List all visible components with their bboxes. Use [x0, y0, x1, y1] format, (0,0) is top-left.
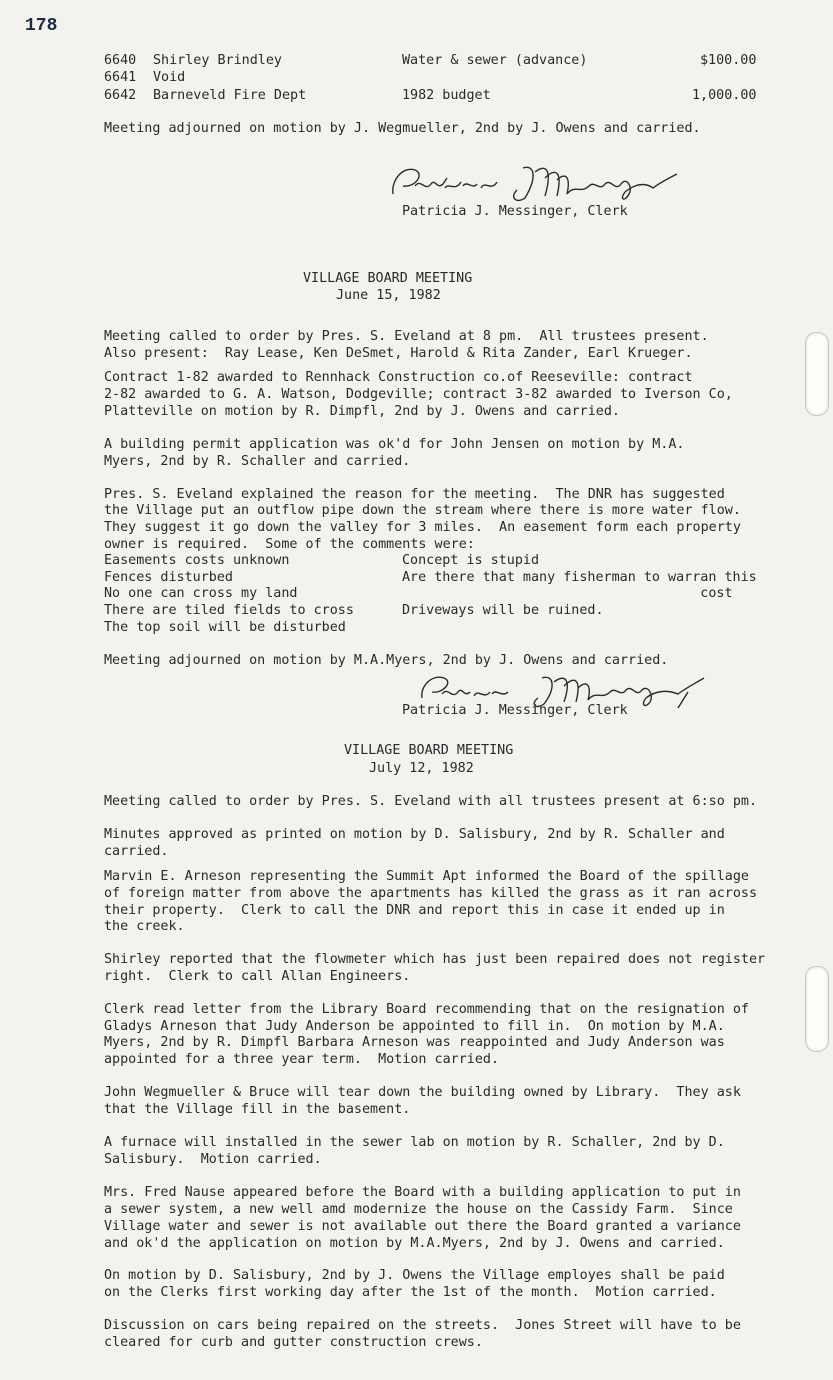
comment-right: Driveways will be ruined. [402, 603, 604, 618]
comment-right: Are there that many fisherman to warran this [402, 570, 757, 585]
paragraph-line: 2-82 awarded to G. A. Watson, Dodgeville; contract 3-82 awarded to Iverson Co, [104, 387, 733, 402]
meeting-date: July 12, 1982 [369, 761, 474, 776]
binder-hole [805, 966, 829, 1052]
clerk-name: Patricia J. Messinger, Clerk [402, 204, 628, 219]
paragraph-line: Contract 1-82 awarded to Rennhack Construction co.of Reeseville: contract [104, 370, 693, 385]
meeting-title: VILLAGE BOARD MEETING [303, 271, 473, 286]
paragraph-line: Marvin E. Arneson representing the Summit Apt informed the Board of the spillage [104, 869, 749, 884]
page-number: 178 [25, 16, 58, 36]
paragraph-line: their property. Clerk to call the DNR and report this in case it ended up in [104, 903, 725, 918]
binder-hole [805, 332, 829, 416]
paragraph-line: a sewer system, a new well amd modernize the house on the Cassidy Farm. Since [104, 1202, 733, 1217]
paragraph-line: Shirley reported that the flowmeter which has just been repaired does not register [104, 952, 766, 967]
paragraph-line: on the Clerks first working day after the 1st of the month. Motion carried. [104, 1285, 717, 1300]
paragraph-line: Clerk read letter from the Library Board recommending that on the resignation of [104, 1002, 749, 1017]
paragraph-line: owner is required. Some of the comments were: [104, 537, 475, 552]
paragraph-line: A building permit application was ok'd for John Jensen on motion by M.A. [104, 437, 685, 452]
comment-left: Easements costs unknown [104, 553, 290, 568]
meeting-title: VILLAGE BOARD MEETING [344, 743, 514, 758]
paragraph-line: right. Clerk to call Allan Engineers. [104, 969, 411, 984]
voucher-number: 6640 [104, 53, 137, 68]
clerk-signature [385, 158, 685, 206]
paragraph-line: Mrs. Fred Nause appeared before the Board with a building application to put in [104, 1185, 741, 1200]
voucher-amount: $100.00 [700, 53, 757, 68]
comment-left: The top soil will be disturbed [104, 620, 346, 635]
paragraph-line: They suggest it go down the valley for 3 miles. An easement form each property [104, 520, 741, 535]
paragraph-line: Meeting called to order by Pres. S. Eveland with all trustees present at 6:so pm. [104, 794, 758, 809]
comment-right: cost [402, 586, 733, 601]
paragraph-line: John Wegmueller & Bruce will tear down the building owned by Library. They ask [104, 1085, 741, 1100]
paragraph-line: Myers, 2nd by R. Dimpfl Barbara Arneson was reappointed and Judy Anderson was [104, 1035, 725, 1050]
paragraph-line: appointed for a three year term. Motion carried. [104, 1052, 500, 1067]
comment-left: Fences disturbed [104, 570, 233, 585]
paragraph-line: Meeting called to order by Pres. S. Eveland at 8 pm. All trustees present. [104, 329, 709, 344]
paragraph-line: Village water and sewer is not available out there the Board granted a variance [104, 1219, 741, 1234]
paragraph-line: Also present: Ray Lease, Ken DeSmet, Harold & Rita Zander, Earl Krueger. [104, 346, 693, 361]
paragraph-line: carried. [104, 844, 169, 859]
comment-left: There are tiled fields to cross [104, 603, 354, 618]
paragraph-line: Discussion on cars being repaired on the streets. Jones Street will have to be [104, 1318, 741, 1333]
paragraph-line: that the Village fill in the basement. [104, 1102, 411, 1117]
paragraph-line: Minutes approved as printed on motion by D. Salisbury, 2nd by R. Schaller and [104, 827, 725, 842]
voucher-number: 6642 [104, 88, 137, 103]
paragraph-line: and ok'd the application on motion by M.A.Myers, 2nd by J. Owens and carried. [104, 1236, 725, 1251]
meeting-date: June 15, 1982 [336, 288, 441, 303]
voucher-payee: Shirley Brindley [153, 53, 282, 68]
voucher-number: 6641 [104, 70, 137, 85]
paragraph-line: Platteville on motion by R. Dimpfl, 2nd by J. Owens and carried. [104, 404, 620, 419]
adjourn-statement: Meeting adjourned on motion by J. Wegmueller, 2nd by J. Owens and carried. [104, 121, 701, 136]
paragraph-line: Salisbury. Motion carried. [104, 1152, 322, 1167]
paragraph-line: Pres. S. Eveland explained the reason for the meeting. The DNR has suggested [104, 487, 725, 502]
paragraph-line: of foreign matter from above the apartments has killed the grass as it ran across [104, 886, 758, 901]
paragraph-line: On motion by D. Salisbury, 2nd by J. Owens the Village employes shall be paid [104, 1268, 725, 1283]
paragraph-line: Myers, 2nd by R. Schaller and carried. [104, 454, 411, 469]
voucher-payee: Barneveld Fire Dept [153, 88, 307, 103]
comment-right: Concept is stupid [402, 553, 540, 568]
voucher-purpose: 1982 budget [402, 88, 491, 103]
adjourn-statement: Meeting adjourned on motion by M.A.Myers, 2nd by J. Owens and carried. [104, 653, 669, 668]
paragraph-line: the creek. [104, 919, 185, 934]
paragraph-line: Gladys Arneson that Judy Anderson be appointed to fill in. On motion by M.A. [104, 1019, 725, 1034]
paragraph-line: cleared for curb and gutter construction crews. [104, 1335, 483, 1350]
paragraph-line: the Village put an outflow pipe down the stream where there is more water flow. [104, 503, 741, 518]
clerk-name: Patricia J. Messinger, Clerk [402, 703, 628, 718]
voucher-amount: 1,000.00 [692, 88, 757, 103]
paragraph-line: A furnace will installed in the sewer lab on motion by R. Schaller, 2nd by D. [104, 1135, 725, 1150]
voucher-payee: Void [153, 70, 186, 85]
voucher-purpose: Water & sewer (advance) [402, 53, 588, 68]
comment-left: No one can cross my land [104, 586, 298, 601]
